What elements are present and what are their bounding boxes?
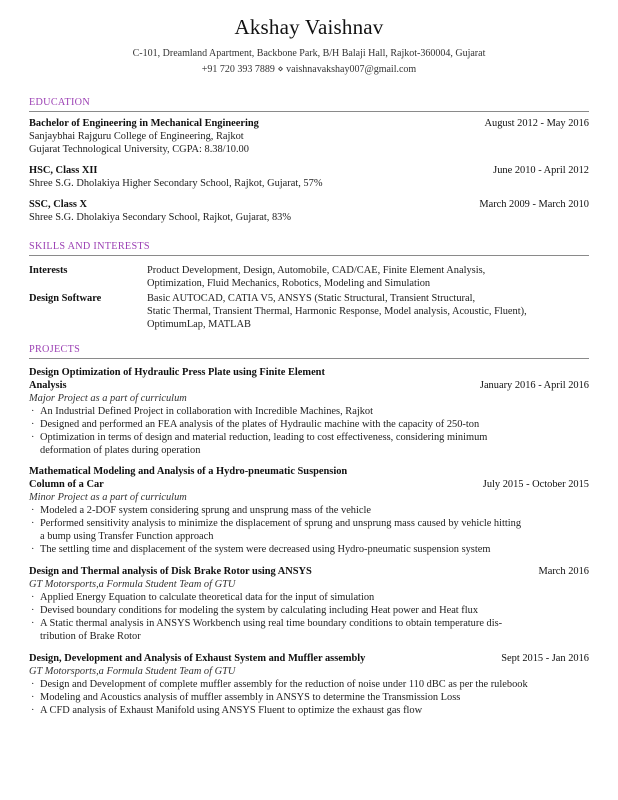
bullet-icon: · bbox=[31, 419, 35, 430]
bullet-text: Modeled a 2-DOF system considering sprung and unsprung mass of the vehicle bbox=[40, 505, 371, 516]
bullet-text: Designed and performed an FEA analysis of the plates of Hydraulic machine with the capacity of 250-ton bbox=[40, 419, 480, 430]
skill-text bbox=[147, 292, 589, 331]
bullet-text: Performed sensitivity analysis to minimize the displacement of sprung and unsprung mass caused by vehicle hitting bbox=[40, 518, 522, 529]
resume-header bbox=[0, 0, 618, 76]
dates: March 2009 - March 2010 bbox=[479, 199, 589, 210]
dates: January 2016 - April 2016 bbox=[479, 380, 589, 391]
degree: HSC, Class XII bbox=[29, 165, 98, 176]
bullet-icon: · bbox=[31, 544, 35, 555]
project-subtitle: GT Motorsports,a Formula Student Team of GTU bbox=[29, 579, 236, 590]
dates: Sept 2015 - Jan 2016 bbox=[501, 653, 589, 664]
bullet-icon: · bbox=[31, 705, 35, 716]
bullet-item bbox=[29, 517, 589, 543]
project-title bbox=[29, 565, 449, 578]
education-detail: Sanjaybhai Rajguru College of Engineering, Rajkot bbox=[29, 131, 244, 142]
project-title bbox=[29, 465, 449, 491]
skill-label: Interests bbox=[29, 265, 68, 276]
bullet-icon: · bbox=[31, 432, 35, 443]
project-subtitle: GT Motorsports,a Formula Student Team of GTU bbox=[29, 666, 236, 677]
dates: June 2010 - April 2012 bbox=[493, 165, 589, 176]
candidate-name: Akshay Vaishnav bbox=[234, 15, 384, 39]
project-title bbox=[29, 652, 449, 665]
education-detail: Gujarat Technological University, CGPA: 8.38/10.00 bbox=[29, 144, 249, 155]
project-item bbox=[29, 465, 589, 556]
project-item bbox=[29, 652, 589, 717]
projects-section bbox=[29, 344, 589, 717]
bullet-icon: · bbox=[31, 618, 35, 629]
dates: July 2015 - October 2015 bbox=[482, 479, 589, 490]
dates: August 2012 - May 2016 bbox=[484, 118, 589, 129]
address: C-101, Dreamland Apartment, Backbone Park, B/H Balaji Hall, Rajkot-360004, Gujarat bbox=[132, 48, 486, 59]
skill-line: Optimization, Fluid Mechanics, Robotics, Modeling and Simulation bbox=[147, 278, 431, 289]
education-detail: Shree S.G. Dholakiya Secondary School, Rajkot, Gujarat, 83% bbox=[29, 212, 292, 223]
bullet-icon: · bbox=[31, 505, 35, 516]
bullet-item bbox=[29, 604, 589, 617]
bullet-item bbox=[29, 405, 589, 418]
section-title: EDUCATION bbox=[29, 97, 589, 112]
bullet-text: deformation of plates during operation bbox=[40, 445, 201, 456]
degree: SSC, Class X bbox=[29, 199, 88, 210]
section-title: PROJECTS bbox=[29, 344, 589, 359]
skill-line: Basic AUTOCAD, CATIA V5, ANSYS (Static Structural, Transient Structural, bbox=[147, 293, 476, 304]
education-item bbox=[29, 198, 589, 224]
project-title-line: Analysis bbox=[29, 380, 67, 391]
bullet-icon: · bbox=[31, 406, 35, 417]
bullet-text: tribution of Brake Rotor bbox=[40, 631, 141, 642]
project-title-line: Mathematical Modeling and Analysis of a Hydro-pneumatic Suspension bbox=[29, 466, 348, 477]
project-title-line: Design, Development and Analysis of Exhaust System and Muffler assembly bbox=[29, 653, 366, 664]
bullet-icon: · bbox=[31, 518, 35, 529]
bullet-text: Modeling and Acoustics analysis of muffler assembly in ANSYS to determine the Transmission Loss bbox=[40, 692, 461, 703]
bullet-text: a bump using Transfer Function approach bbox=[40, 531, 214, 542]
bullet-text: A CFD analysis of Exhaust Manifold using ANSYS Fluent to optimize the exhaust gas flow bbox=[40, 705, 423, 716]
bullet-icon: · bbox=[31, 679, 35, 690]
bullet-item bbox=[29, 617, 589, 643]
project-subtitle: Major Project as a part of curriculum bbox=[29, 393, 187, 404]
project-title-line: Design and Thermal analysis of Disk Brake Rotor using ANSYS bbox=[29, 566, 312, 577]
bullet-list bbox=[29, 405, 589, 457]
education-item bbox=[29, 164, 589, 190]
section-title: SKILLS AND INTERESTS bbox=[29, 241, 589, 256]
degree: Bachelor of Engineering in Mechanical Engineering bbox=[29, 118, 259, 129]
skill-line: Static Thermal, Transient Thermal, Harmonic Response, Model analysis, Acoustic, Fluent), bbox=[147, 306, 527, 317]
bullet-text: An Industrial Defined Project in collaboration with Incredible Machines, Rajkot bbox=[40, 406, 373, 417]
bullet-text: Design and Development of complete muffler assembly for the reduction of noise under 110 dBC as per the rulebook bbox=[40, 679, 528, 690]
skill-row bbox=[29, 292, 589, 331]
bullet-text: A Static thermal analysis in ANSYS Workbench using real time boundary conditions to obtain temperature dis- bbox=[40, 618, 503, 629]
contact-line: +91 720 393 7889 ⋄ vaishnavakshay007@gmail.com bbox=[201, 64, 417, 75]
dates: March 2016 bbox=[538, 566, 589, 577]
bullet-text: Applied Energy Equation to calculate theoretical data for the input of simulation bbox=[40, 592, 375, 603]
skill-line: Product Development, Design, Automobile, CAD/CAE, Finite Element Analysis, bbox=[147, 265, 486, 276]
education-item bbox=[29, 117, 589, 156]
project-item bbox=[29, 366, 589, 457]
skills-section bbox=[29, 241, 589, 331]
skill-line: OptimumLap, MATLAB bbox=[147, 319, 251, 330]
education-detail: Shree S.G. Dholakiya Higher Secondary School, Rajkot, Gujarat, 57% bbox=[29, 178, 323, 189]
bullet-icon: · bbox=[31, 592, 35, 603]
bullet-icon: · bbox=[31, 692, 35, 703]
skill-row bbox=[29, 264, 589, 290]
bullet-item bbox=[29, 504, 589, 517]
skill-text bbox=[147, 264, 589, 290]
project-item bbox=[29, 565, 589, 643]
bullet-icon: · bbox=[31, 605, 35, 616]
project-title bbox=[29, 366, 449, 392]
skill-label: Design Software bbox=[29, 293, 102, 304]
bullet-item bbox=[29, 704, 589, 717]
project-subtitle: Minor Project as a part of curriculum bbox=[29, 492, 187, 503]
bullet-list bbox=[29, 591, 589, 643]
project-title-line: Design Optimization of Hydraulic Press Plate using Finite Element bbox=[29, 367, 325, 378]
bullet-text: The settling time and displacement of the system were decreased using Hydro-pneumatic suspension system bbox=[40, 544, 491, 555]
bullet-item bbox=[29, 691, 589, 704]
bullet-item bbox=[29, 418, 589, 431]
bullet-item bbox=[29, 431, 589, 457]
bullet-item bbox=[29, 543, 589, 556]
bullet-list bbox=[29, 678, 589, 717]
project-title-line: Column of a Car bbox=[29, 479, 104, 490]
bullet-text: Devised boundary conditions for modeling the system by calculating including Heat power and Heat flux bbox=[40, 605, 479, 616]
education-section bbox=[29, 97, 589, 224]
bullet-item bbox=[29, 591, 589, 604]
bullet-item bbox=[29, 678, 589, 691]
bullet-list bbox=[29, 504, 589, 556]
bullet-text: Optimization in terms of design and material reduction, leading to cost effectiveness, considering minimum bbox=[40, 432, 488, 443]
